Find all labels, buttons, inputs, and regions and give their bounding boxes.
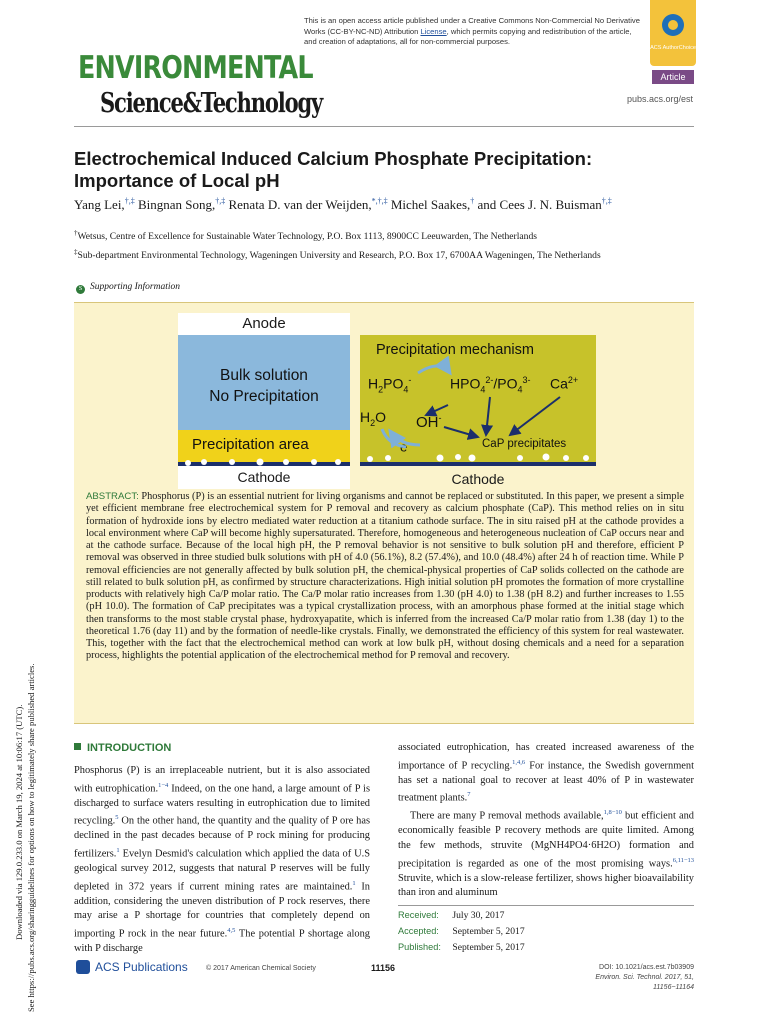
affiliation-1: †Wetsus, Centre of Excellence for Sustainable Water Technology, P.O. Box 1113, 8900CC Leeuwarden, The Netherlands	[74, 229, 537, 243]
intro-paragraph: There are many P removal methods available,$^{1,8-10}$ but efficient and economically feasible P recovery methods are quite limited. Among the few methods, struvite (MgNH4PO4·6H2O) formation and precipitation is regarded as one of the most promising ways.$^{6,11-13}$ Struvite, which is a slow-release fertilizer, shows higher bioavailability than iron and aluminum	[398, 809, 694, 899]
toc-hpo4: $HPO_4^{2-}/PO_4^{3-}$	[450, 375, 531, 395]
toc-mechanism-title: Precipitation mechanism	[376, 342, 534, 358]
toc-cathode-bar-right	[360, 462, 596, 466]
toc-left-crystals	[174, 431, 354, 467]
toc-mechanism-panel	[360, 335, 596, 462]
doi-link[interactable]: DOI: 10.1021/acs.est.7b03909	[599, 964, 694, 971]
abstract	[86, 491, 684, 663]
toc-anode-label: Anode	[178, 313, 350, 335]
journal-logo: ENVIRONMENTAL Science&Technology	[78, 50, 323, 119]
toc-arrows	[360, 335, 596, 462]
toc-precip-label: Precipitation area	[192, 436, 309, 453]
copyright: © 2017 American Chemical Society	[206, 965, 316, 972]
toc-calcium: $Ca^{2+}$	[550, 375, 579, 392]
authorchoice-icon	[662, 14, 684, 36]
intro-right-column	[398, 741, 694, 901]
page-number: 11156	[371, 963, 396, 973]
author[interactable]: Yang Lei,†,‡	[74, 197, 135, 213]
toc-cathode-left-label: Cathode	[178, 466, 350, 488]
journal-url[interactable]: pubs.acs.org/est	[627, 94, 694, 104]
toc-cap-label: CaP precipitates	[482, 438, 567, 450]
intro-heading: INTRODUCTION	[74, 742, 171, 754]
date-accepted: Accepted: September 5, 2017	[398, 925, 525, 937]
article-type-tab: Article	[652, 70, 694, 84]
intro-left-column: Phosphorus (P) is an irreplaceable nutrient, but it is also associated with eutrophication.$^{1-4}$ Indeed, on the one hand, a large amount of P is discharged to surface waters resulting in eutrophication due to limited recycling.$^5$ On the other hand, the quantity and the quality of P ore has declined in the past decades because of P rock mining for producing fertilizers.$^1$ Evelyn Desmid's calculation which applied the data of U.S geological survey 2012, suggests that natural P reserves will be fully depleted in 372 years if current mining rates are maintained.$^1$ In addition, considering the uneven distribution of P rock reserves, there may arise a P shortage for countries that completely depend on importing P rock in the near future.$^{4,5}$ The potential P shortage along with P discharge	[74, 765, 370, 954]
toc-no-precip-label: No Precipitation	[209, 388, 319, 405]
article-dates	[398, 905, 694, 955]
abstract-label: ABSTRACT:	[86, 491, 139, 502]
toc-bulk-region	[178, 335, 350, 430]
license-link[interactable]: License	[420, 26, 447, 36]
author[interactable]: Renata D. van der Weijden,*,†,‡	[225, 197, 388, 213]
acs-hex-icon	[76, 960, 90, 974]
intro-paragraph: associated eutrophication, has created increased awareness of the importance of P recycling.$^{1,4,6}$ For instance, the Swedish government has set a national goal to recover at least 40% of P in wastewater treatment plants.$^7$	[398, 742, 694, 804]
paper-title: Electrochemical Induced Calcium Phosphate Precipitation: Importance of Local pH	[74, 148, 593, 191]
section-square-icon	[74, 743, 81, 750]
author[interactable]: Michel Saakes,†	[387, 197, 475, 213]
supporting-info-icon: S	[76, 285, 85, 294]
toc-cathode-right-label: Cathode	[451, 471, 505, 487]
toc-water: $H_2O$	[360, 409, 387, 428]
date-published: Published: September 5, 2017	[398, 941, 525, 953]
author-list	[74, 197, 714, 213]
license-notice: This is an open access article published under a Creative Commons Non-Commercial No Derivative Works (CC-BY-NC-ND) Attribution License, which permits copying and redistribution of the article, and creation of adaptations, all for non-commercial purposes.	[304, 16, 640, 46]
download-note	[6, 300, 36, 1012]
affiliation-2: ‡Sub-department Environmental Technology, Wageningen University and Research, P.O. Box 17, 6700AA Wageningen, The Netherlands	[74, 248, 601, 262]
toc-electron: e-	[400, 439, 410, 455]
toc-hydroxide: OH-	[416, 413, 442, 431]
acs-authorchoice-badge[interactable]: ACS AuthorChoice	[650, 0, 696, 66]
author[interactable]: Bingnan Song,†,‡	[134, 197, 226, 213]
toc-h2po4: $H_2PO_4^-$	[368, 375, 412, 395]
author[interactable]: and Cees J. N. Buisman†,‡	[474, 197, 612, 213]
citation: Environ. Sci. Technol. 2017, 51, 11156−11164	[595, 974, 694, 991]
supporting-info-link[interactable]: S Supporting Information	[76, 282, 180, 294]
acs-publications-logo[interactable]: ACS Publications	[76, 960, 188, 974]
doi-citation	[560, 963, 694, 993]
header-rule	[74, 126, 694, 127]
download-note-line2: See https://pubs.acs.org/sharingguidelines for options on how to legitimately share published articles.	[26, 663, 36, 1012]
abstract-text: Phosphorus (P) is an essential nutrient for living organisms and cannot be replaced or substituted. In this paper, we present a simple yet efficient membrane free electrochemical system for P removal and recovery as calcium phosphate (CaP). This method relies on in situ formation of hydroxide ions by electro mediated water reduction at a titanium cathode surface. The in situ raised pH at the cathode provides a local environment where CaP will become highly supersaturated. Therefore, homogeneous and heterogeneous nucleation of CaP occurs near and at the cathode surface. Because of the local high pH, the P removal behavior is not sensitive to bulk solution pH and therefore, efficient P removal was observed in three studied bulk solutions with pH of 4.0 (56.1%), 8.2 (57.4%), and 10.0 (48.4%) after 24 h of reaction time. While P removal efficiencies are not generally affected by bulk solution pH, the chemical-physical properties of CaP solids collected on the cathode are still related to bulk solution pH, as confirmed by structure characterizations. High initial solution pH promotes the formation of more crystalline products with relatively high Ca/P molar ratio. The Ca/P molar ratio increases from 1.30 (pH 4.0) to 1.38 (pH 8.2) and further increases to 1.55 (pH 10.0). The formation of CaP precipitates was a typical crystallization process, with an amorphous phase formed at the initial stage which then transforms to the most stable crystal phase, hydroxyapatite, which is inferred from the increased Ca/P molar ratio from 1.38 (day 1) to the theoretical 1.76 (day 11) and by the formation of needle-like crystals. Finally, we demonstrated the efficiency of this system for real wastewater. This, together with the fact that the electrochemical method can work at low bulk pH, without dosing chemicals and a need for a separation process, highlights the potential application of the electrochemical method for P removal and recovery.	[86, 491, 684, 662]
download-note-line1: Downloaded via 129.0.233.0 on March 19, 2024 at 10:06:17 (UTC).	[14, 704, 24, 940]
date-received: Received: July 30, 2017	[398, 910, 505, 921]
toc-bulk-label: Bulk solution	[220, 367, 308, 384]
toc-precipitate-crystals	[367, 454, 589, 463]
